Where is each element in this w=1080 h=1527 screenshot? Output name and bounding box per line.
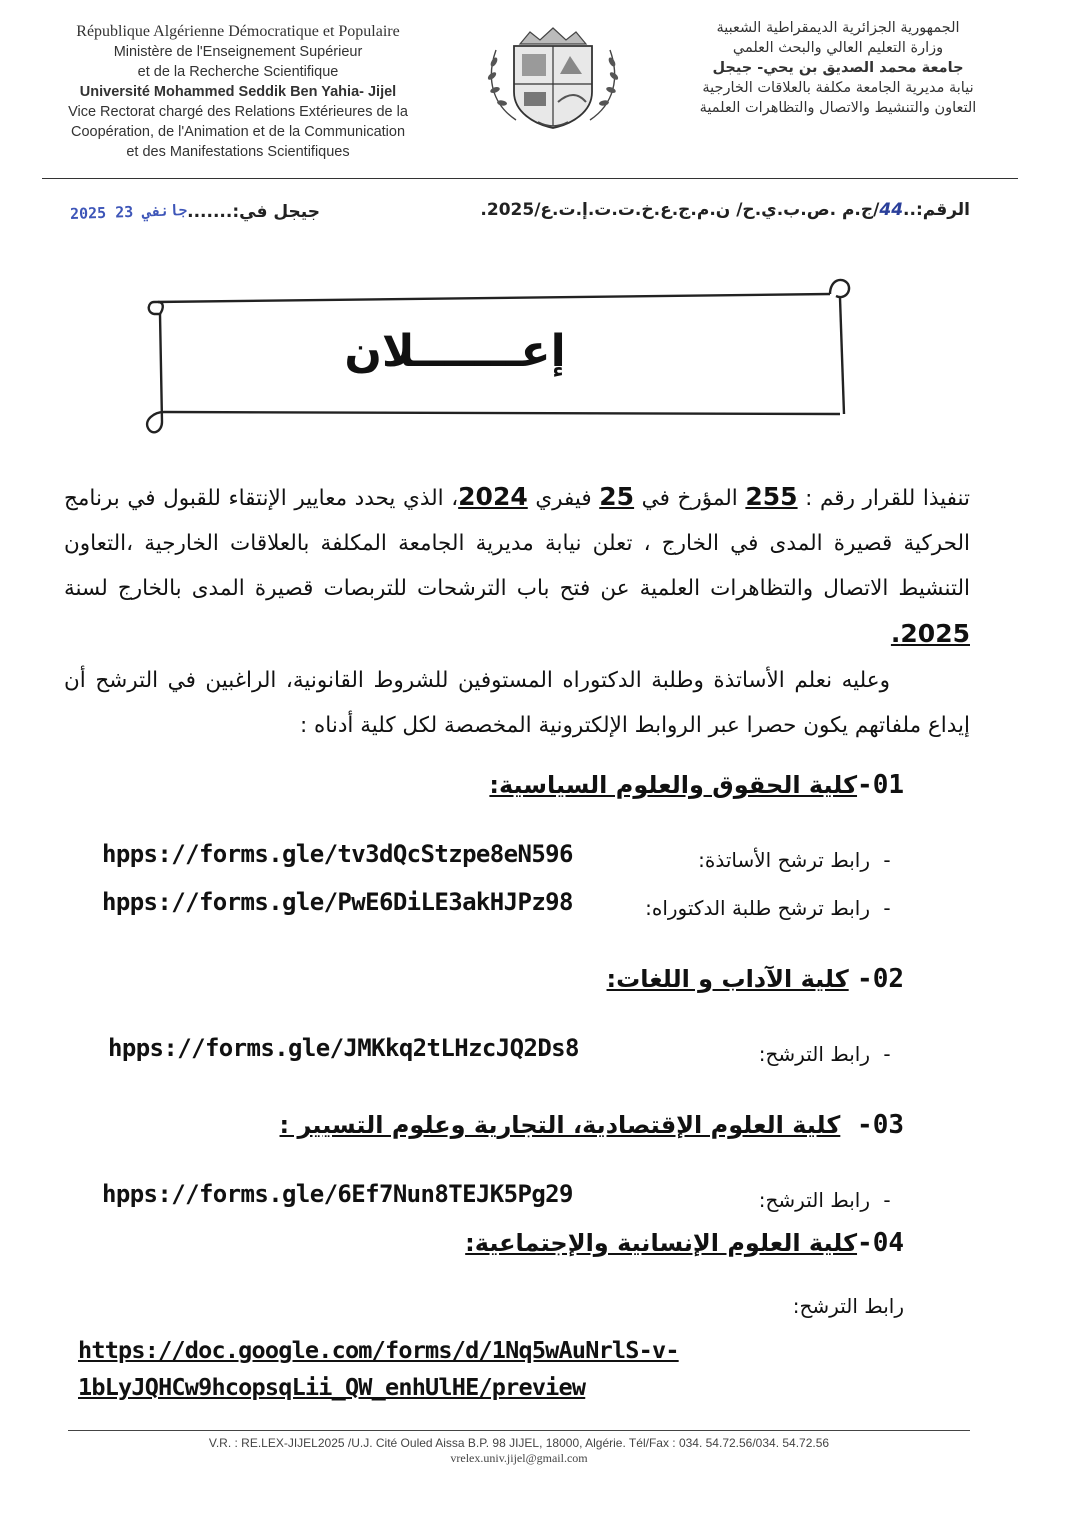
footer-address: V.R. : RE.LEX-JIJEL2025 /U.J. Cité Ouled Aissa B.P. 98 JIJEL, 18000, Algérie. Tél/Fax : 034. 54.72.56/034. 54.72.56: [208, 1436, 830, 1450]
footer: [68, 1436, 970, 1466]
section-04-link-label: رابط الترشح:: [792, 1294, 904, 1318]
section-01-heading: كلية الحقوق والعلوم السياسية:: [489, 771, 858, 799]
decision-number: 255: [745, 482, 798, 511]
header-fr-vice-rectorat-3: et des Manifestations Scientifiques: [126, 144, 350, 160]
body-text-1d: ، الذي يحدد معايير الإنتقاء للقبول في برنامج الحركية قصيرة المدى في الخارج ، تعلن نيابة مديرية الجامعة المكلفة بالعلاقات الخارجية ،التعاون التنشيط الاتصال والتظاهرات العلمية عن فتح باب الترشحات للتربصات قصيرة المدى بالخارج لسنة: [64, 486, 970, 601]
body-paragraph-1: [64, 474, 970, 658]
section-02-row-label: -رابط الترشح:: [758, 1042, 891, 1066]
section-03-title: [280, 1110, 904, 1140]
announcement-body: [64, 474, 970, 748]
section-02-link-label: رابط الترشح:: [758, 1042, 870, 1066]
header-fr-vice-rectorat: Vice Rectorat chargé des Relations Extérieures de la: [68, 104, 408, 120]
professors-link-label: رابط ترشح الأساتذة:: [698, 848, 870, 872]
decision-year: 2024: [458, 482, 528, 511]
header-french: [28, 22, 448, 162]
section-01-number: 01-: [857, 770, 904, 800]
header-arabic: [658, 18, 1018, 118]
header-ar-ministry: وزارة التعليم العالي والبحث العلمي: [732, 40, 944, 56]
body-text-1b: المؤرخ في: [641, 486, 738, 511]
date-stamp: 2025 جانفي 23: [69, 200, 188, 224]
section-01-title: [489, 770, 904, 800]
announcement-title: إعـــــــلان: [344, 326, 566, 377]
section-03-link-label: رابط الترشح:: [758, 1188, 870, 1212]
date-label: جيجل في:.......: [187, 202, 320, 222]
reference-code: /ج.م .ص.ب.ي.ح/ ن.م.ج.ع.خ.ت.ت.إ.ت.ع/2025.: [480, 200, 880, 220]
header-ar-vice-rectorat: نيابة مديرية الجامعة مكلفة بالعلاقات الخارجية: [702, 80, 974, 96]
date-line: [69, 200, 320, 224]
footer-divider: [68, 1430, 970, 1431]
section-02-heading: كلية الآداب و اللغات:: [606, 965, 849, 993]
section-03-link[interactable]: hpps://forms.gle/6Ef7Nun8TEJK5Pg29: [102, 1180, 573, 1208]
section-03-heading: كلية العلوم الإقتصادية، التجارية وعلوم التسيير :: [279, 1111, 841, 1139]
reference-label: الرقم:..: [903, 200, 970, 220]
header-fr-republic: République Algérienne Démocratique et Populaire: [76, 23, 400, 40]
footer-email[interactable]: vrelex.univ.jijel@gmail.com: [450, 1451, 588, 1465]
section-01-professors-link[interactable]: hpps://forms.gle/tv3dQcStzpe8eN596: [102, 840, 573, 868]
section-04-link[interactable]: [78, 1332, 698, 1406]
doctoral-link-label: رابط ترشح طلبة الدكتوراه:: [645, 896, 870, 920]
section-03-number: 03-: [857, 1110, 904, 1140]
reference-number: [458, 200, 970, 220]
section-04-heading: كلية العلوم الإنسانية والإجتماعية:: [465, 1229, 858, 1257]
section-01-doctoral-link[interactable]: hpps://forms.gle/PwE6DiLE3akHJPz98: [102, 888, 573, 916]
section-02-title: [607, 964, 904, 994]
section-02-number: 02-: [857, 964, 904, 994]
body-text-1c: فيفري: [535, 486, 592, 511]
body-paragraph-2: وعليه نعلم الأساتذة وطلبة الدكتوراه المستوفين للشروط القانونية، الراغبين في الترشح أن إيداع ملفاتهم يكون حصرا عبر الروابط الإلكترونية المخصصة لكل كلية أدناه :: [64, 668, 970, 738]
header-ar-vice-rectorat-2: التعاون والتنشيط والاتصال والتظاهرات العلمية: [699, 100, 977, 116]
header-divider: [42, 178, 1018, 179]
section-02-link[interactable]: hpps://forms.gle/JMKkq2tLHzcJQ2Ds8: [108, 1034, 579, 1062]
section-03-row-label: -رابط الترشح:: [758, 1188, 891, 1212]
section-04-link-line-2: 1bLyJQHCw9hcopsqLii_QW_enhUlHE/preview: [78, 1373, 586, 1401]
section-01-row-2-label: -رابط ترشح طلبة الدكتوراه:: [645, 896, 891, 920]
university-emblem-icon: [478, 22, 628, 132]
header-ar-republic: الجمهورية الجزائرية الديمقراطية الشعبية: [716, 20, 960, 36]
header-fr-vice-rectorat-2: Coopération, de l'Animation et de la Communication: [70, 124, 406, 140]
section-04-title: [465, 1228, 904, 1258]
decision-day: 25: [599, 482, 635, 511]
section-04-link-line-1: https://doc.google.com/forms/d/1Nq5wAuNrlS-v-: [78, 1336, 679, 1364]
target-year: 2025.: [890, 619, 970, 648]
section-04-number: 04-: [857, 1228, 904, 1258]
header-fr-ministry-2: et de la Recherche Scientifique: [137, 64, 339, 80]
body-text-1a: تنفيذا للقرار رقم :: [805, 486, 970, 511]
header-fr-ministry: Ministère de l'Enseignement Supérieur: [113, 44, 363, 60]
header-ar-university: جامعة محمد الصديق بن يحي- جيجل: [712, 60, 964, 76]
reference-handwritten-number: 44: [879, 200, 904, 220]
section-04-row-label: [793, 1294, 904, 1318]
section-01-row-1-label: -رابط ترشح الأساتذة:: [698, 848, 891, 872]
header-fr-university: Université Mohammed Seddik Ben Yahia- Jijel: [79, 84, 397, 100]
